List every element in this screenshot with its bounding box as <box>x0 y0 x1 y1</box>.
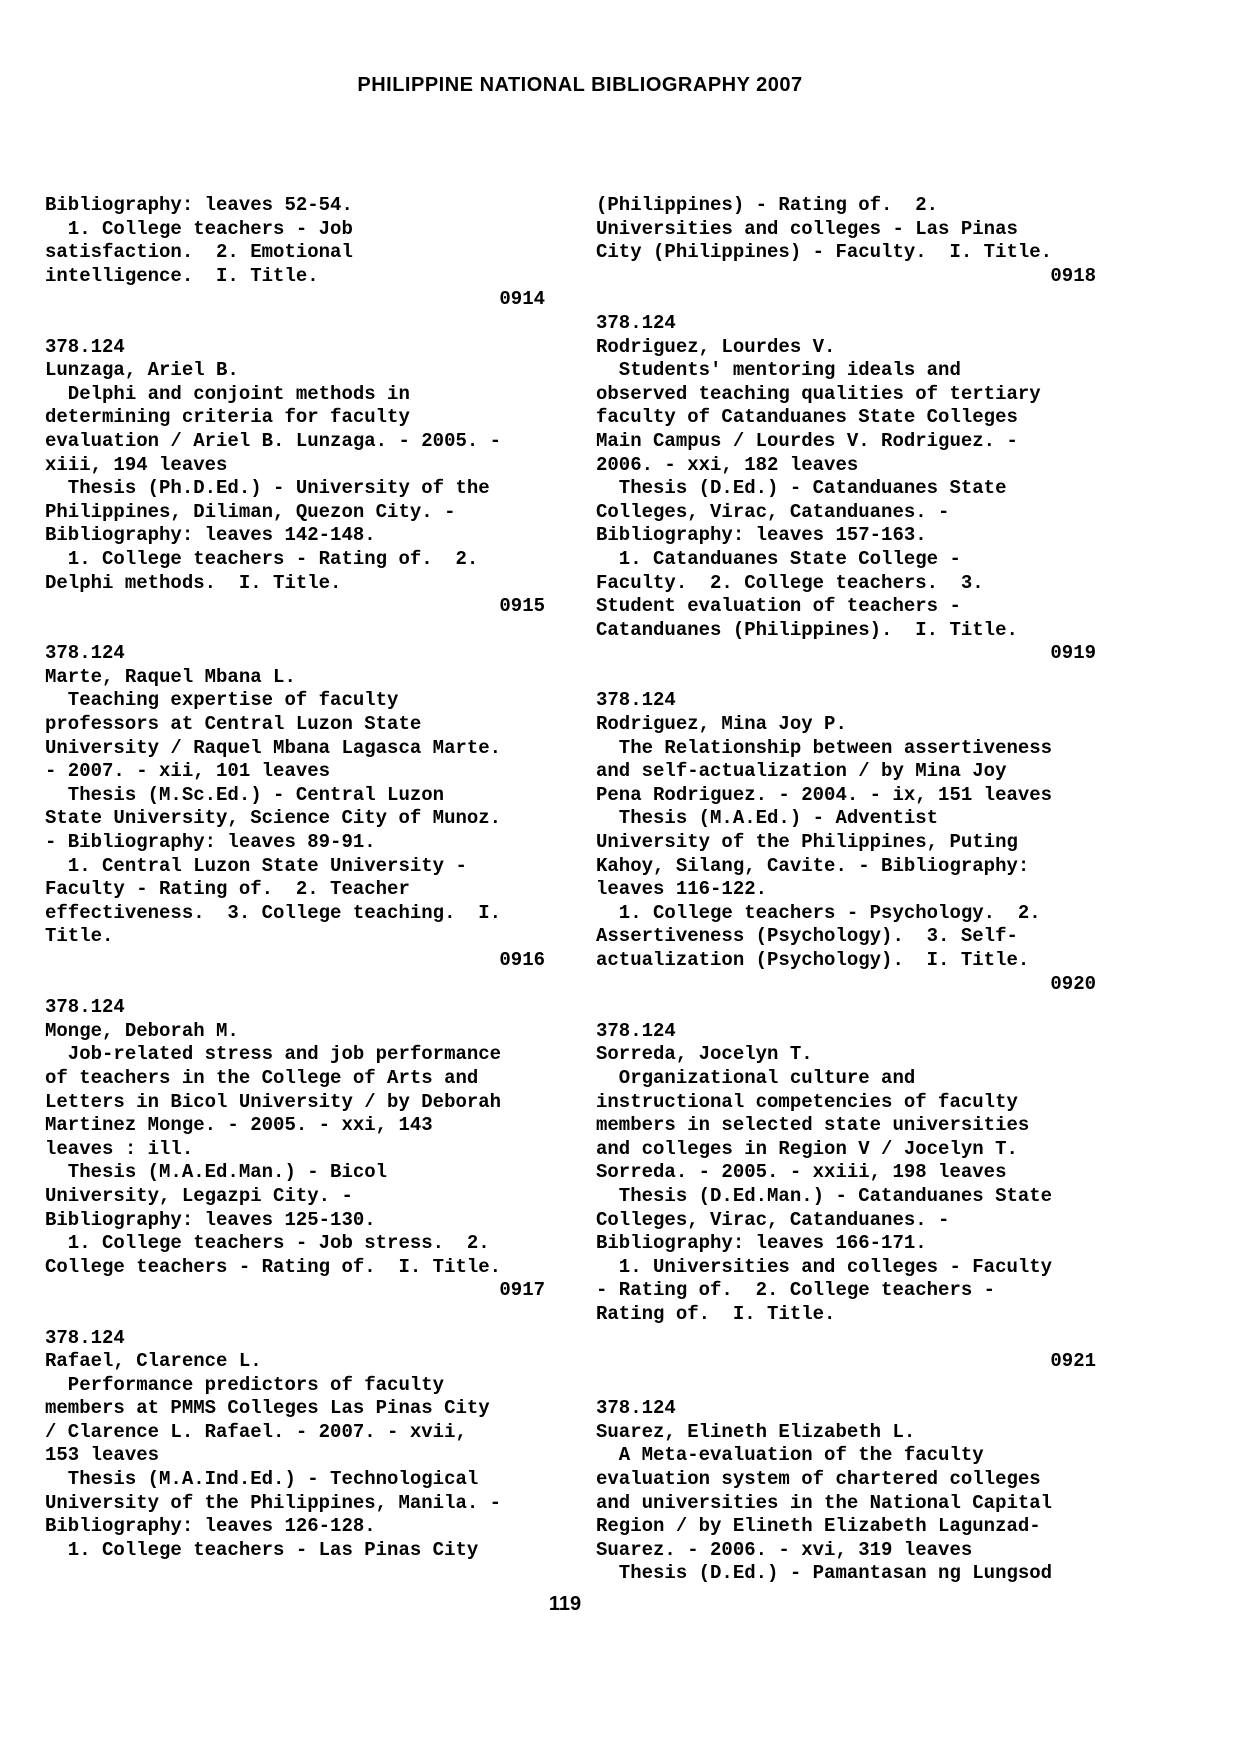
entry-line: State University, Science City of Munoz. <box>45 807 502 830</box>
entry-line: Sorreda. - 2005. - xxiii, 198 leaves <box>596 1161 1007 1184</box>
entry-line: leaves : ill. <box>45 1137 194 1160</box>
entry-line: Bibliography: leaves 166-171. <box>596 1232 927 1255</box>
bibliography-entry <box>596 194 1096 312</box>
entry-line: leaves 116-122. <box>596 878 768 901</box>
entry-line: 378.124 <box>45 1326 125 1349</box>
entry-line: effectiveness. 3. College teaching. I. <box>45 901 502 924</box>
entry-line: xiii, 194 leaves <box>45 453 228 476</box>
entry-line: Rodriguez, Lourdes V. <box>596 335 836 358</box>
entry-line: 1. College teachers - Rating of. 2. <box>45 547 479 570</box>
entry-line: Organizational culture and <box>596 1066 916 1089</box>
bibliography-entry <box>596 689 1096 1019</box>
bibliography-entry <box>45 194 545 336</box>
entry-line: observed teaching qualities of tertiary <box>596 382 1041 405</box>
entry-line: Pena Rodriguez. - 2004. - ix, 151 leaves <box>596 783 1053 806</box>
bibliography-entry <box>596 1397 1096 1586</box>
entry-line: Thesis (M.A.Ed.Man.) - Bicol <box>45 1161 388 1184</box>
entry-line: (Philippines) - Rating of. 2. <box>596 194 939 216</box>
entry-line: Thesis (M.A.Ed.) - Adventist <box>596 807 939 830</box>
entry-line: Job-related stress and job performance <box>45 1043 502 1066</box>
entry-line: evaluation / Ariel B. Lunzaga. - 2005. - <box>45 429 502 452</box>
entry-line: instructional competencies of faculty <box>596 1090 1018 1113</box>
entry-line: 378.124 <box>45 335 125 358</box>
entry-line: College teachers - Rating of. I. Title. <box>45 1255 502 1278</box>
entry-line: Rafael, Clarence L. <box>45 1350 262 1373</box>
entry-line: University of the Philippines, Puting <box>596 831 1018 854</box>
entry-line: University, Legazpi City. - <box>45 1184 353 1207</box>
entry-number: 0921 <box>1050 1350 1096 1373</box>
entry-line: Philippines, Diliman, Quezon City. - <box>45 500 456 523</box>
entry-line: actualization (Psychology). I. Title. <box>596 949 1030 971</box>
entry-line: Thesis (D.Ed.Man.) - Catanduanes State <box>596 1184 1053 1207</box>
entry-line: University of the Philippines, Manila. - <box>45 1491 502 1514</box>
entry-line: Marte, Raquel Mbana L. <box>45 665 296 688</box>
entry-line: 1. College teachers - Psychology. 2. <box>596 901 1041 924</box>
entry-line: of teachers in the College of Arts and <box>45 1066 479 1089</box>
entry-number: 0915 <box>499 595 545 618</box>
entry-line: Monge, Deborah M. <box>45 1019 239 1042</box>
entry-line: evaluation system of chartered colleges <box>596 1468 1041 1491</box>
bibliography-entry <box>45 1327 545 1563</box>
entry-number: 0914 <box>499 288 545 311</box>
entry-line: Thesis (Ph.D.Ed.) - University of the <box>45 477 490 500</box>
entry-line: A Meta-evaluation of the faculty <box>596 1444 984 1467</box>
entry-line: - Bibliography: leaves 89-91. <box>45 831 376 854</box>
entry-line <box>596 1327 1096 1351</box>
entry-line: 378.124 <box>596 1019 676 1042</box>
entry-line: 1. College teachers - Las Pinas City <box>45 1538 479 1561</box>
page-header: PHILIPPINE NATIONAL BIBLIOGRAPHY 2007 <box>357 74 803 96</box>
entry-line: intelligence. I. Title. <box>45 264 319 287</box>
entry-line: 1. Universities and colleges - Faculty <box>596 1255 1053 1278</box>
entry-number: 0917 <box>499 1279 545 1302</box>
entry-line: University / Raquel Mbana Lagasca Marte. <box>45 736 502 759</box>
entry-number: 0920 <box>1050 972 1096 995</box>
entry-line: Delphi and conjoint methods in <box>45 382 410 405</box>
entry-line: Main Campus / Lourdes V. Rodriguez. - <box>596 429 1018 452</box>
entry-line: Region / by Elineth Elizabeth Lagunzad- <box>596 1515 1041 1538</box>
entry-line: - 2007. - xii, 101 leaves <box>45 760 331 783</box>
entry-line: Bibliography: leaves 125-130. <box>45 1208 376 1231</box>
entry-line: Bibliography: leaves 142-148. <box>45 524 376 547</box>
entry-line: members at PMMS Colleges Las Pinas City <box>45 1397 490 1420</box>
entry-line: 378.124 <box>596 689 676 712</box>
entry-line: Bibliography: leaves 157-163. <box>596 524 927 547</box>
entry-line: satisfaction. 2. Emotional <box>45 241 353 264</box>
right-column <box>596 194 1096 1586</box>
entry-line: Lunzaga, Ariel B. <box>45 359 239 382</box>
entry-line: Martinez Monge. - 2005. - xxi, 143 <box>45 1114 433 1137</box>
entry-line: Catanduanes (Philippines). I. Title. <box>596 618 1018 641</box>
entry-line: 1. Catanduanes State College - <box>596 547 961 570</box>
entry-line: Bibliography: leaves 52-54. <box>45 194 353 216</box>
entry-line: Students' mentoring ideals and <box>596 359 961 382</box>
bibliography-entry <box>45 996 545 1326</box>
entry-line: The Relationship between assertiveness <box>596 736 1053 759</box>
entry-line: 1. Central Luzon State University - <box>45 854 467 877</box>
entry-line: City (Philippines) - Faculty. I. Title. <box>596 241 1053 264</box>
entry-line: Performance predictors of faculty <box>45 1373 445 1396</box>
entry-number: 0916 <box>499 949 545 971</box>
bibliography-entry <box>596 312 1096 690</box>
entry-line: Thesis (D.Ed.) - Catanduanes State <box>596 477 1007 500</box>
entry-line: 1. College teachers - Job stress. 2. <box>45 1232 490 1255</box>
entry-line: determining criteria for faculty <box>45 406 410 429</box>
entry-line: Student evaluation of teachers - <box>596 595 961 618</box>
entry-number: 0918 <box>1050 264 1096 287</box>
entry-line: Title. <box>45 925 114 948</box>
entry-line: Faculty - Rating of. 2. Teacher <box>45 878 410 901</box>
entry-line: 2006. - xxi, 182 leaves <box>596 453 859 476</box>
entry-line: Delphi methods. I. Title. <box>45 571 342 594</box>
entry-line: 378.124 <box>45 642 125 665</box>
entry-line: Thesis (D.Ed.) - Pamantasan ng Lungsod <box>596 1562 1053 1585</box>
entry-line: Assertiveness (Psychology). 3. Self- <box>596 925 1018 948</box>
entry-line: 378.124 <box>45 996 125 1019</box>
entry-line: 378.124 <box>596 1397 676 1420</box>
entry-line: Colleges, Virac, Catanduanes. - <box>596 1208 950 1231</box>
entry-line: Thesis (M.Sc.Ed.) - Central Luzon <box>45 783 445 806</box>
entry-line: Sorreda, Jocelyn T. <box>596 1043 813 1066</box>
entry-line: 1. College teachers - Job <box>45 217 353 240</box>
entry-line: and self-actualization / by Mina Joy <box>596 760 1007 783</box>
bibliography-entry <box>596 1020 1096 1398</box>
entry-line: Suarez. - 2006. - xvi, 319 leaves <box>596 1538 973 1561</box>
entry-line: - Rating of. 2. College teachers - <box>596 1279 996 1302</box>
entry-line: Kahoy, Silang, Cavite. - Bibliography: <box>596 854 1030 877</box>
entry-line: 153 leaves <box>45 1444 160 1467</box>
entry-line: and universities in the National Capital <box>596 1491 1053 1514</box>
bibliography-entry <box>45 642 545 996</box>
entry-line: Universities and colleges - Las Pinas <box>596 217 1018 240</box>
entry-line: Rodriguez, Mina Joy P. <box>596 713 847 736</box>
entry-line: faculty of Catanduanes State Colleges <box>596 406 1018 429</box>
entry-line: Faculty. 2. College teachers. 3. <box>596 571 984 594</box>
entry-line: and colleges in Region V / Jocelyn T. <box>596 1137 1018 1160</box>
bibliography-entry <box>45 336 545 643</box>
entry-line: / Clarence L. Rafael. - 2007. - xvii, <box>45 1420 467 1443</box>
entry-line: members in selected state universities <box>596 1114 1030 1137</box>
entry-line: professors at Central Luzon State <box>45 713 422 736</box>
entry-number: 0919 <box>1050 642 1096 665</box>
entry-line: Suarez, Elineth Elizabeth L. <box>596 1420 916 1443</box>
left-column <box>45 194 545 1562</box>
entry-line: 378.124 <box>596 311 676 334</box>
entry-line: Bibliography: leaves 126-128. <box>45 1515 376 1538</box>
entry-line: Thesis (M.A.Ind.Ed.) - Technological <box>45 1468 479 1491</box>
entry-line: Letters in Bicol University / by Deborah <box>45 1090 502 1113</box>
entry-line: Rating of. I. Title. <box>596 1302 836 1325</box>
page-number: 119 <box>548 1593 582 1615</box>
entry-line: Teaching expertise of faculty <box>45 689 399 712</box>
entry-line: Colleges, Virac, Catanduanes. - <box>596 500 950 523</box>
